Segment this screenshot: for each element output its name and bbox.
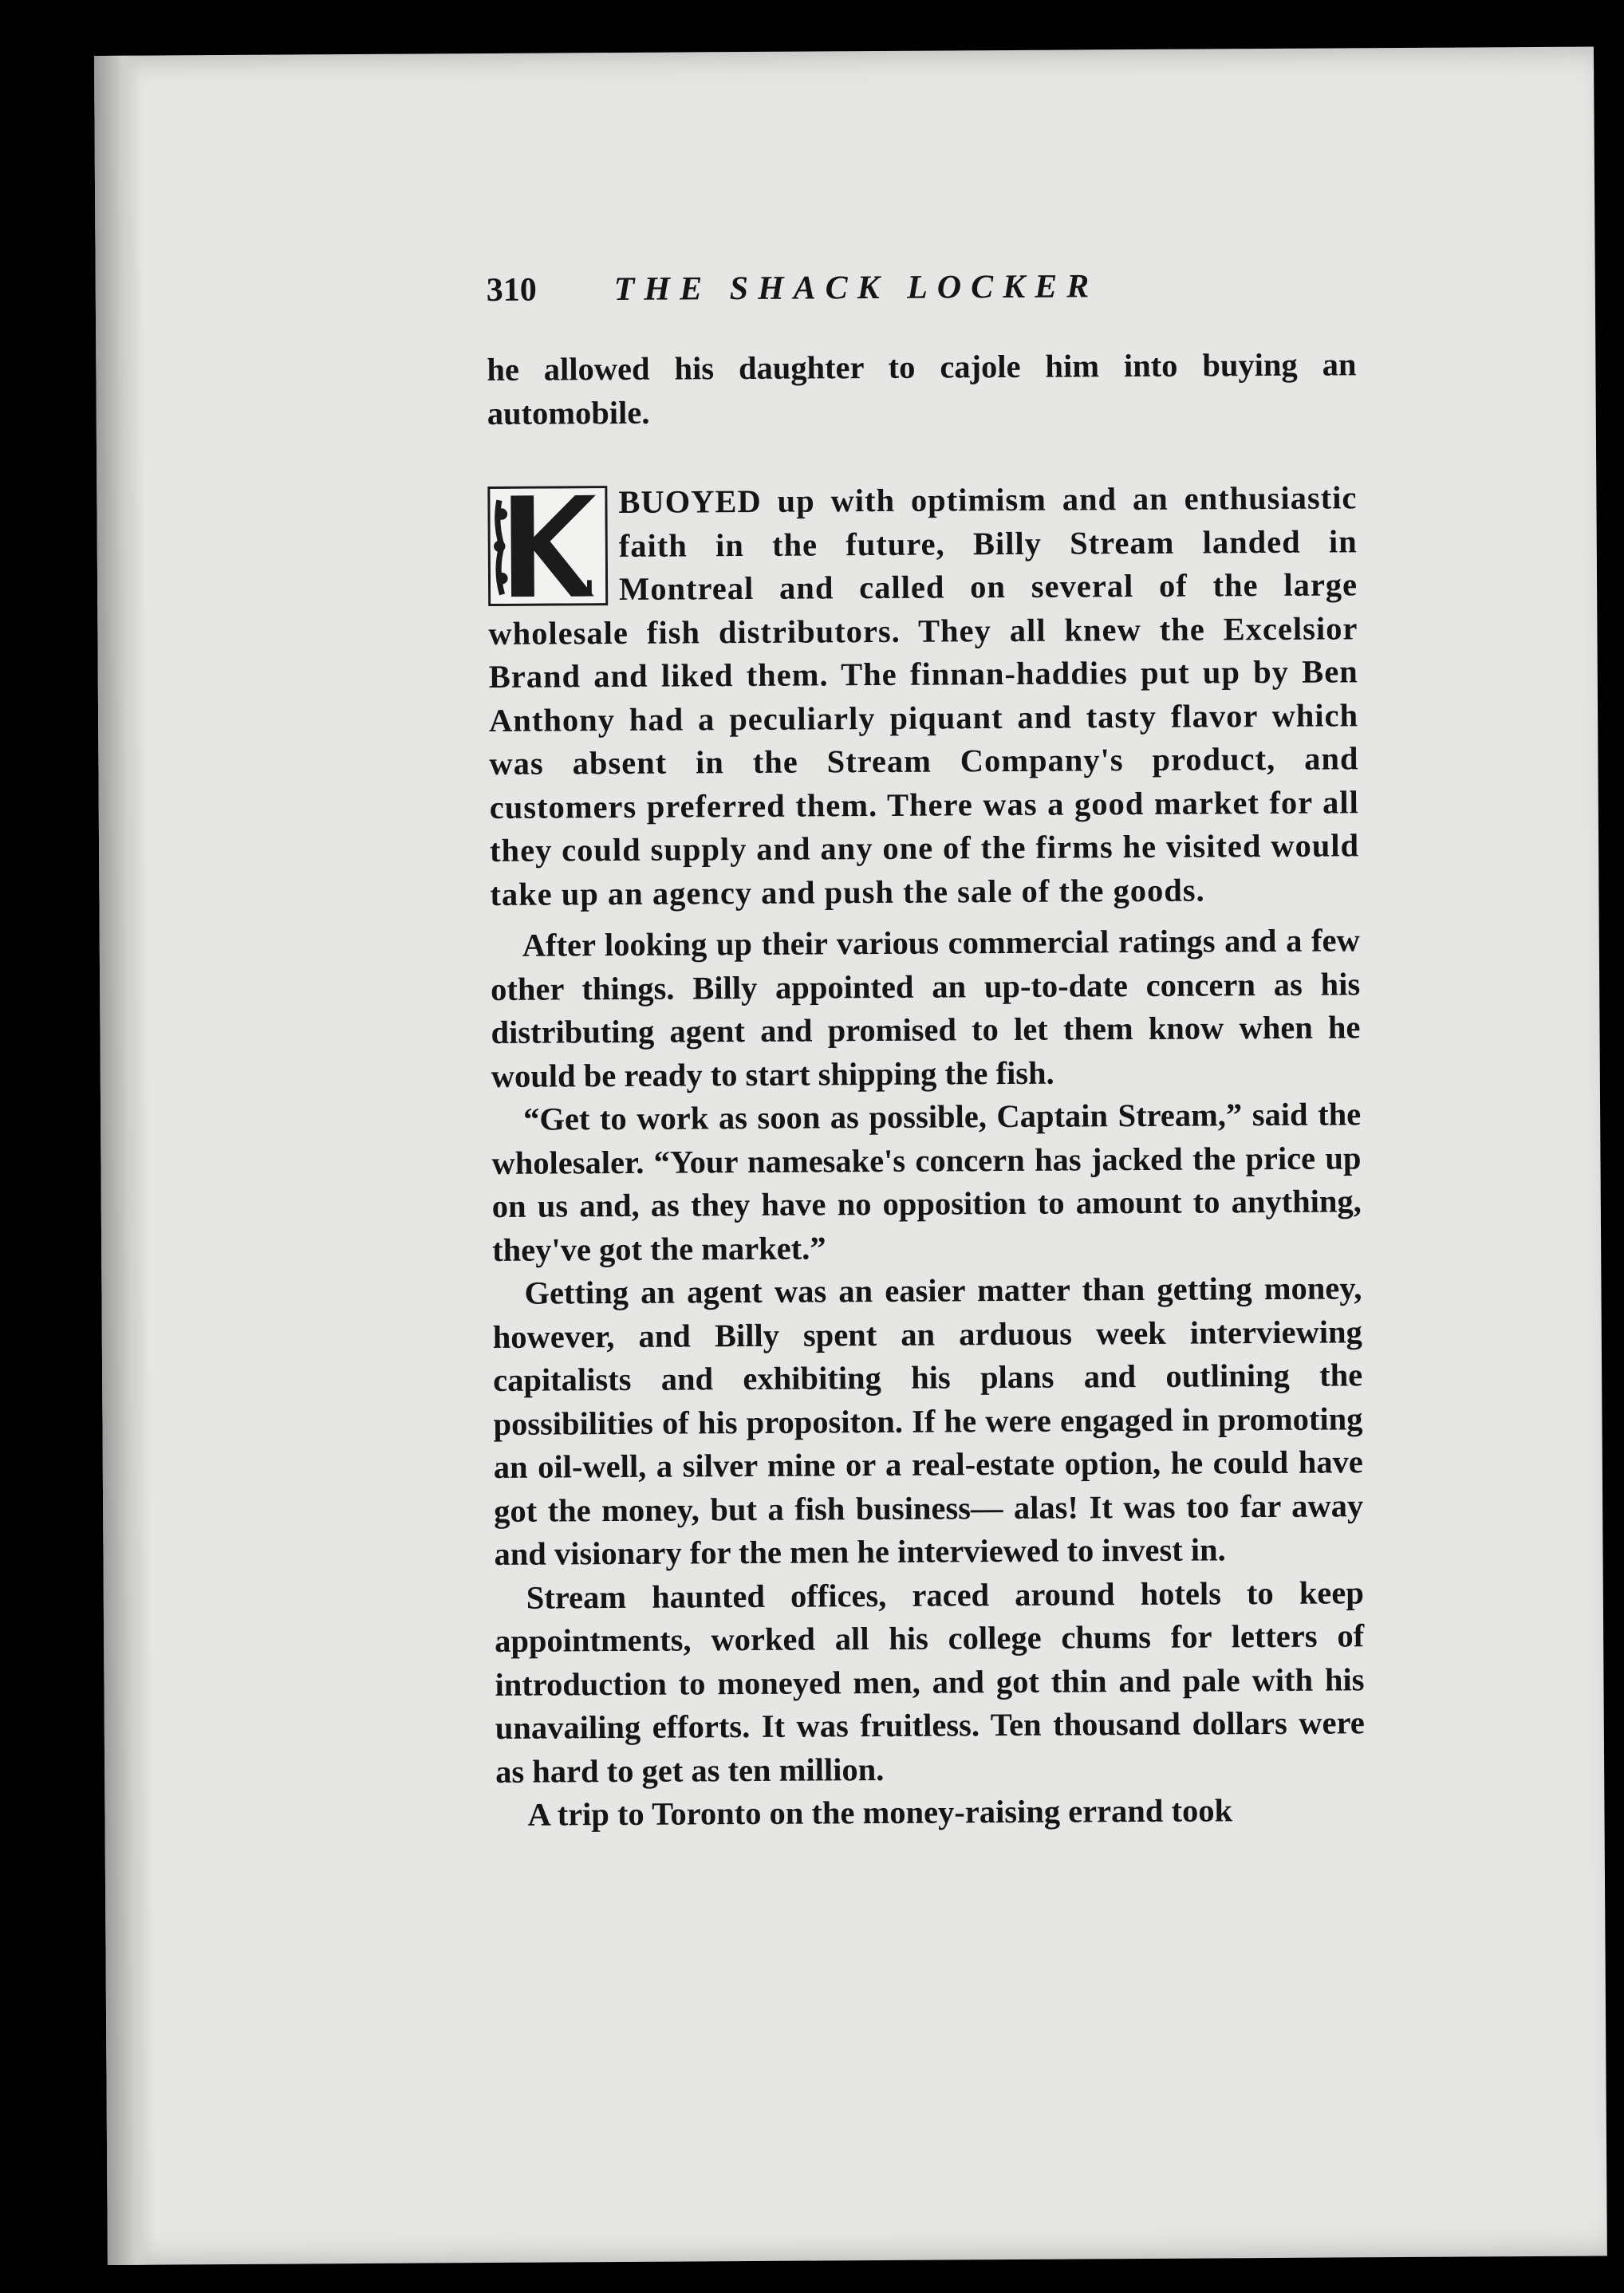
paragraph-dropcap-text: BUOYED up with optimism and an enthusiastic faith in the future, Billy Stream landed in Montreal and called on several of the large wholesale fish distributors. They all knew the Excelsior Brand and liked them. The finnan-haddies put up by Ben Anthony had a peculiarly piquant and tasty flavor which was absent in the Stream Company's product, and customers preferred them. There was a good market for all they could supply and any one of the firms he visited would take up an agency and push the sale of the goods.: [488, 479, 1360, 912]
page-text: [487, 263, 1366, 1837]
book-page: [94, 47, 1607, 2265]
page-header: [487, 263, 1356, 325]
paragraph: Stream haunted offices, raced around hotels to keep appointments, worked all his college chums for letters of introduction to moneyed men, and got thin and pale with his unavailing efforts. It was fruitless. Ten thousand dollars were as hard to get as ten million.: [495, 1574, 1365, 1790]
drop-cap-k-icon: [487, 486, 608, 606]
paragraph: Getting an agent was an easier matter than getting money, however, and Billy spent an arduous week interviewing capitalists and exhibiting his plans and outlining the possibilities of his propositon. If he were engaged in promoting an oil-well, a silver mine or a real-estate option, he could have got the money, but a fish business— alas! It was too far away and visionary for the men he interviewed to invest in.: [492, 1270, 1364, 1572]
paragraph: After looking up their various commercial ratings and a few other things. Billy appointed an up-to-date concern as his distributing agent and promised to let them know when he would be ready to start shipping the fish.: [491, 922, 1361, 1094]
page-number: 310: [486, 271, 537, 309]
paragraph: A trip to Toronto on the money-raising errand took: [527, 1792, 1233, 1833]
paragraph-dropcap: [487, 476, 1359, 916]
running-head: THE SHACK LOCKER: [613, 268, 1099, 309]
paragraph-continuation: he allowed his daughter to cajole him into buying an automobile.: [487, 346, 1357, 431]
paragraph: “Get to work as soon as possible, Captain Stream,” said the wholesaler. “Your namesake's concern has jacked the price up on us and, as they have no opposition to amount to anything, they've got the market.”: [491, 1096, 1362, 1268]
